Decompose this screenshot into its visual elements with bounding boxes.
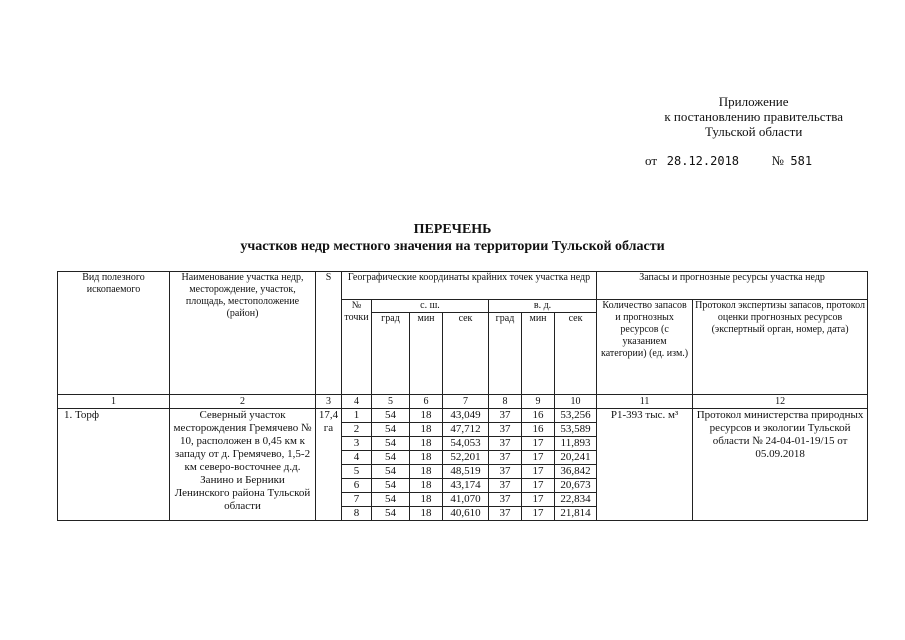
table-row <box>58 409 868 423</box>
column-number: 7 <box>443 395 489 409</box>
column-number: 6 <box>410 395 443 409</box>
column-number: 9 <box>522 395 555 409</box>
date-prefix: от <box>645 153 658 168</box>
title-heading: ПЕРЕЧЕНЬ <box>413 222 492 237</box>
header-coords-group: Географические координаты крайних точек участка недр <box>342 272 597 300</box>
header-point-no: № точки <box>342 300 372 395</box>
column-number: 11 <box>597 395 693 409</box>
lon-minutes: 17 <box>522 493 555 507</box>
lat-seconds: 41,070 <box>443 493 489 507</box>
lon-degrees: 37 <box>489 493 522 507</box>
lat-minutes: 18 <box>410 451 443 465</box>
document-title <box>0 221 905 255</box>
header-lon: в. д. <box>489 300 597 313</box>
lat-seconds: 52,201 <box>443 451 489 465</box>
lat-minutes: 18 <box>410 507 443 521</box>
lat-seconds: 43,049 <box>443 409 489 423</box>
lat-degrees: 54 <box>372 423 410 437</box>
point-number: 4 <box>342 451 372 465</box>
lat-minutes: 18 <box>410 465 443 479</box>
lon-minutes: 16 <box>522 409 555 423</box>
decree-number: 581 <box>790 154 813 168</box>
header-protocol: Протокол экспертизы запасов, протокол оценки прогнозных ресурсов (экспертный орган, номер, дата) <box>693 300 868 395</box>
lon-degrees: 37 <box>489 437 522 451</box>
number-prefix: № <box>771 153 784 168</box>
header-lon-min: мин <box>522 313 555 395</box>
lat-degrees: 54 <box>372 493 410 507</box>
point-number: 2 <box>342 423 372 437</box>
point-number: 7 <box>342 493 372 507</box>
header-lat-min: мин <box>410 313 443 395</box>
lat-degrees: 54 <box>372 479 410 493</box>
lon-degrees: 37 <box>489 507 522 521</box>
lat-minutes: 18 <box>410 479 443 493</box>
header-lat-deg: град <box>372 313 410 395</box>
site-description: Северный участок месторождения Гремячево № 10, расположен в 0,45 км к западу от д. Гремячево, 1,5-2 км северо-восточнее д.д. Занино и Берники Ленинского района Тульской области <box>170 409 316 521</box>
decree-line <box>645 153 812 169</box>
lat-seconds: 40,610 <box>443 507 489 521</box>
lon-seconds: 22,834 <box>555 493 597 507</box>
point-number: 3 <box>342 437 372 451</box>
appendix-block <box>664 94 843 139</box>
lat-minutes: 18 <box>410 409 443 423</box>
subsoil-sites-table <box>57 271 868 521</box>
lon-seconds: 20,241 <box>555 451 597 465</box>
header-lon-deg: град <box>489 313 522 395</box>
lon-minutes: 16 <box>522 423 555 437</box>
lon-minutes: 17 <box>522 465 555 479</box>
lat-minutes: 18 <box>410 493 443 507</box>
header-mineral: Вид полезного ископаемого <box>58 272 170 395</box>
lat-degrees: 54 <box>372 409 410 423</box>
column-number: 8 <box>489 395 522 409</box>
reserves-value: Р1-393 тыс. м³ <box>597 409 693 521</box>
header-reserves-qty: Количество запасов и прогнозных ресурсов (с указанием категории) (ед. изм.) <box>597 300 693 395</box>
point-number: 6 <box>342 479 372 493</box>
lon-minutes: 17 <box>522 507 555 521</box>
lat-seconds: 54,053 <box>443 437 489 451</box>
lon-degrees: 37 <box>489 451 522 465</box>
appendix-ref: к постановлению правительства <box>664 109 843 124</box>
column-number: 1 <box>58 395 170 409</box>
lat-seconds: 47,712 <box>443 423 489 437</box>
column-number: 10 <box>555 395 597 409</box>
column-number: 3 <box>316 395 342 409</box>
lat-minutes: 18 <box>410 423 443 437</box>
lat-seconds: 43,174 <box>443 479 489 493</box>
column-number: 4 <box>342 395 372 409</box>
lon-degrees: 37 <box>489 465 522 479</box>
header-lon-sec: сек <box>555 313 597 395</box>
header-lat: с. ш. <box>372 300 489 313</box>
header-lat-sec: сек <box>443 313 489 395</box>
lon-seconds: 53,589 <box>555 423 597 437</box>
lat-minutes: 18 <box>410 437 443 451</box>
lon-seconds: 53,256 <box>555 409 597 423</box>
lon-seconds: 36,842 <box>555 465 597 479</box>
point-number: 5 <box>342 465 372 479</box>
decree-date: 28.12.2018 <box>666 154 740 168</box>
point-number: 1 <box>342 409 372 423</box>
lon-minutes: 17 <box>522 437 555 451</box>
point-number: 8 <box>342 507 372 521</box>
appendix-title: Приложение <box>718 94 789 109</box>
column-number: 12 <box>693 395 868 409</box>
header-site: Наименование участка недр, месторождение, участок, площадь, местоположение (район) <box>170 272 316 395</box>
lat-seconds: 48,519 <box>443 465 489 479</box>
appendix-region: Тульской области <box>705 124 803 139</box>
lat-degrees: 54 <box>372 437 410 451</box>
lon-degrees: 37 <box>489 423 522 437</box>
lat-degrees: 54 <box>372 465 410 479</box>
lon-degrees: 37 <box>489 479 522 493</box>
protocol-reference: Протокол министерства природных ресурсов и экологии Тульской области № 24-04-01-19/15 от 05.09.2018 <box>693 409 868 521</box>
lon-seconds: 11,893 <box>555 437 597 451</box>
title-subheading: участков недр местного значения на территории Тульской области <box>240 239 665 254</box>
header-area: S <box>316 272 342 395</box>
lon-degrees: 37 <box>489 409 522 423</box>
lat-degrees: 54 <box>372 451 410 465</box>
column-number: 2 <box>170 395 316 409</box>
header-reserves-group: Запасы и прогнозные ресурсы участка недр <box>597 272 868 300</box>
lon-minutes: 17 <box>522 479 555 493</box>
lon-minutes: 17 <box>522 451 555 465</box>
lon-seconds: 20,673 <box>555 479 597 493</box>
site-area: 17,4 га <box>316 409 342 521</box>
lat-degrees: 54 <box>372 507 410 521</box>
mineral-type: 1. Торф <box>58 409 170 521</box>
lon-seconds: 21,814 <box>555 507 597 521</box>
column-number: 5 <box>372 395 410 409</box>
